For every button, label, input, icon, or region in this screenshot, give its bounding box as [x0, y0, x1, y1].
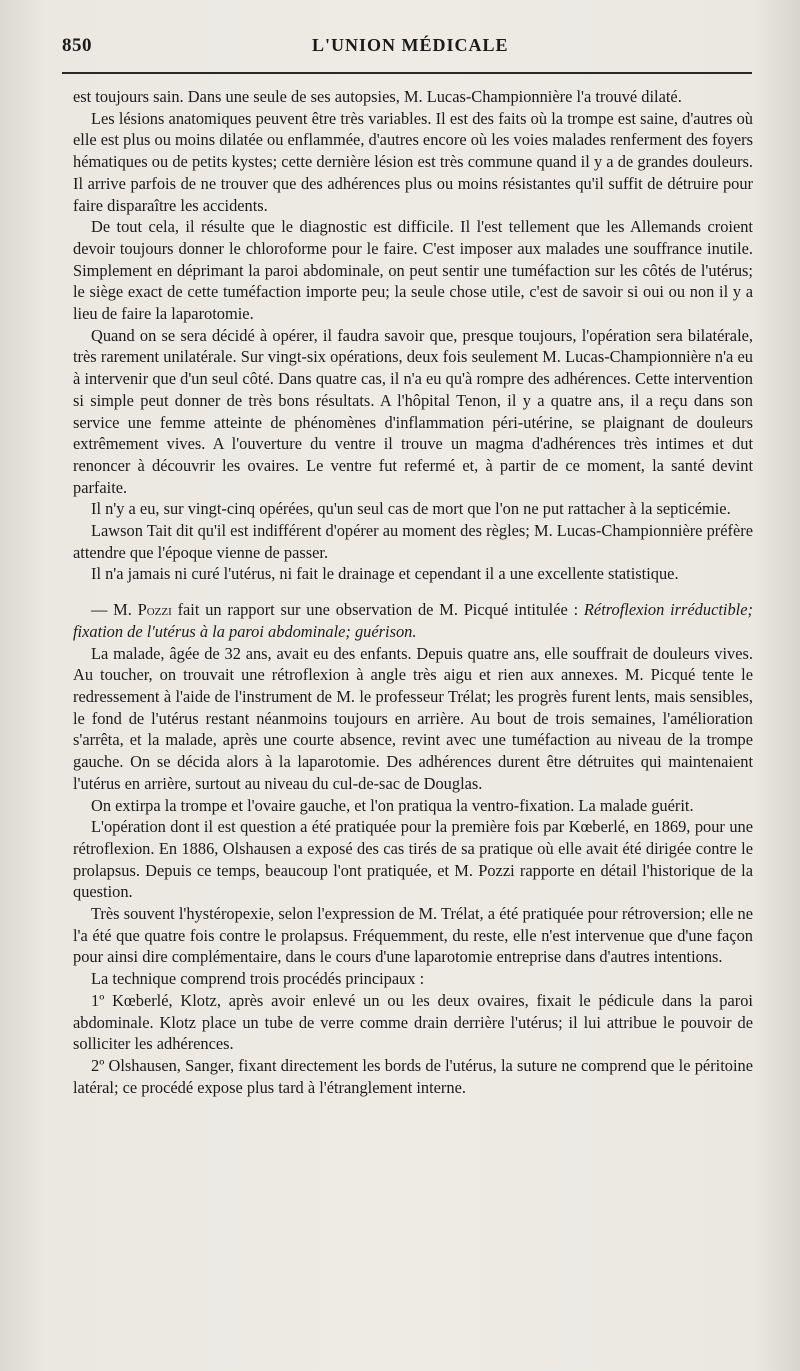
running-title: L'UNION MÉDICALE: [312, 35, 509, 55]
paragraph: est toujours sain. Dans une seule de ses autopsies, M. Lucas-Championnière l'a trouvé dilaté.: [73, 87, 682, 106]
report-lead: — M.: [91, 600, 132, 620]
article-body: [73, 86, 753, 1098]
paragraph: De tout cela, il résulte que le diagnostic est difficile. Il l'est tellement que les Allemands croient devoir toujours donner le chloroforme pour le faire. C'est imposer aux malades une souffrance inutile. Simplement en déprimant la paroi abdominale, on peut sentir une tuméfaction sur les côtés de l'utérus; le siège exact de cette tuméfaction importe peu; la seule chose utile, c'est de savoir si oui ou non il y a lieu de faire la laparotomie.: [73, 217, 753, 324]
reporter-name: Pozzi: [137, 600, 172, 620]
report-text: fait un rapport sur une observation de M. Picqué intitulée :: [177, 600, 579, 620]
paragraph: On extirpa la trompe et l'ovaire gauche, et l'on pratiqua la ventro-fixation. La malade guérit.: [91, 795, 694, 815]
paragraph: Lawson Tait dit qu'il est indifférent d'opérer au moment des règles; M. Lucas-Championnière préfère attendre que l'époque vienne de passer.: [73, 521, 753, 562]
paragraph: L'opération dont il est question a été pratiquée pour la première fois par Kœberlé, en 1869, pour une rétroflexion. En 1886, Olshausen a exposé des cas tirés de sa pratique où elle avait été dirigée contre le prolapsus. Depuis ce temps, beaucoup l'ont pratiquée, et M. Pozzi rapporte en détail l'historique de la question.: [73, 817, 753, 902]
report-title: Rétroflexion irréductible; fixation de l'utérus à la paroi abdominale; guérison.: [73, 600, 753, 641]
paragraph: Quand on se sera décidé à opérer, il faudra savoir que, presque toujours, l'opération sera bilatérale, très rarement unilatérale. Sur vingt-six opérations, deux fois seulement M. Lucas-Championnière n'a eu à intervenir que d'un seul côté. Dans quatre cas, il n'a eu qu'à rompre des adhérences. Cette intervention si simple peut donner de très bons résultats. A l'hôpital Tenon, il y a quatre ans, il a reçu dans son service une femme atteinte de phénomènes d'inflammation péri-utérine, se plaignant de douleurs extrêmement vives. A l'ouverture du ventre il trouve un magma d'adhérences très intimes et dut renoncer à découvrir les ovaires. Le ventre fut refermé et, à partir de ce moment, la santé devint parfaite.: [73, 325, 753, 497]
paragraph: Très souvent l'hystéropexie, selon l'expression de M. Trélat, a été pratiquée pour rétroversion; elle ne l'a été que quatre fois contre le prolapsus. Fréquemment, du reste, elle n'est intervenue que d'une façon pour ainsi dire complémentaire, dans le cours d'une laparotomie entreprise dans d'autres intentions.: [73, 904, 753, 967]
page-header: [62, 33, 752, 63]
list-item: 1º Kœberlé, Klotz, après avoir enlevé un ou les deux ovaires, fixait le pédicule dans la paroi abdominale. Klotz place un tube de verre comme drain derrière l'utérus; il lui attribue le pouvoir de solliciter les adhérences.: [73, 990, 753, 1054]
pozzi-report-paragraph: [73, 599, 753, 642]
header-rule: [62, 72, 752, 74]
paragraph: Les lésions anatomiques peuvent être très variables. Il est des faits où la trompe est saine, d'autres où elle est plus ou moins dilatée ou enflammée, d'autres encore où les voies malades renferment des foyers hématiques ou de petits kystes; cette dernière lésion est très commune quand il y a de grandes douleurs. Il arrive parfois de ne trouver que des adhérences plus ou moins résistantes qu'il suffit de détruire pour faire disparaître les accidents.: [73, 108, 753, 215]
paragraph: Il n'a jamais ni curé l'utérus, ni fait le drainage et cependant il a une excellente statistique.: [91, 564, 679, 584]
paragraph: La technique comprend trois procédés principaux :: [91, 969, 425, 989]
page-number: 850: [62, 35, 92, 56]
paragraph: Il n'y a eu, sur vingt-cinq opérées, qu'un seul cas de mort que l'on ne put rattacher à la septicémie.: [91, 499, 731, 519]
paragraph: La malade, âgée de 32 ans, avait eu des enfants. Depuis quatre ans, elle souffrait de douleurs vives. Au toucher, on trouvait une rétroflexion à angle très aigu et rien aux annexes. M. Picqué tente le redressement à l'aide de l'instrument de M. le professeur Trélat; les progrès furent lents, mais sensibles, le fond de l'utérus restant néanmoins toujours en arrière. Au bout de trois semaines, l'amélioration s'arrêta, et la malade, après une courte absence, revint avec une tuméfaction au niveau de la trompe gauche. On se décida alors à la laparotomie. Des adhérences durent être détruites qui maintenaient l'utérus en arrière, surtout au niveau du cul-de-sac de Douglas.: [73, 643, 753, 793]
list-item: 2º Olshausen, Sanger, fixant directement les bords de l'utérus, la suture ne comprend que le péritoine latéral; ce procédé expose plus tard à l'étranglement interne.: [73, 1055, 753, 1097]
